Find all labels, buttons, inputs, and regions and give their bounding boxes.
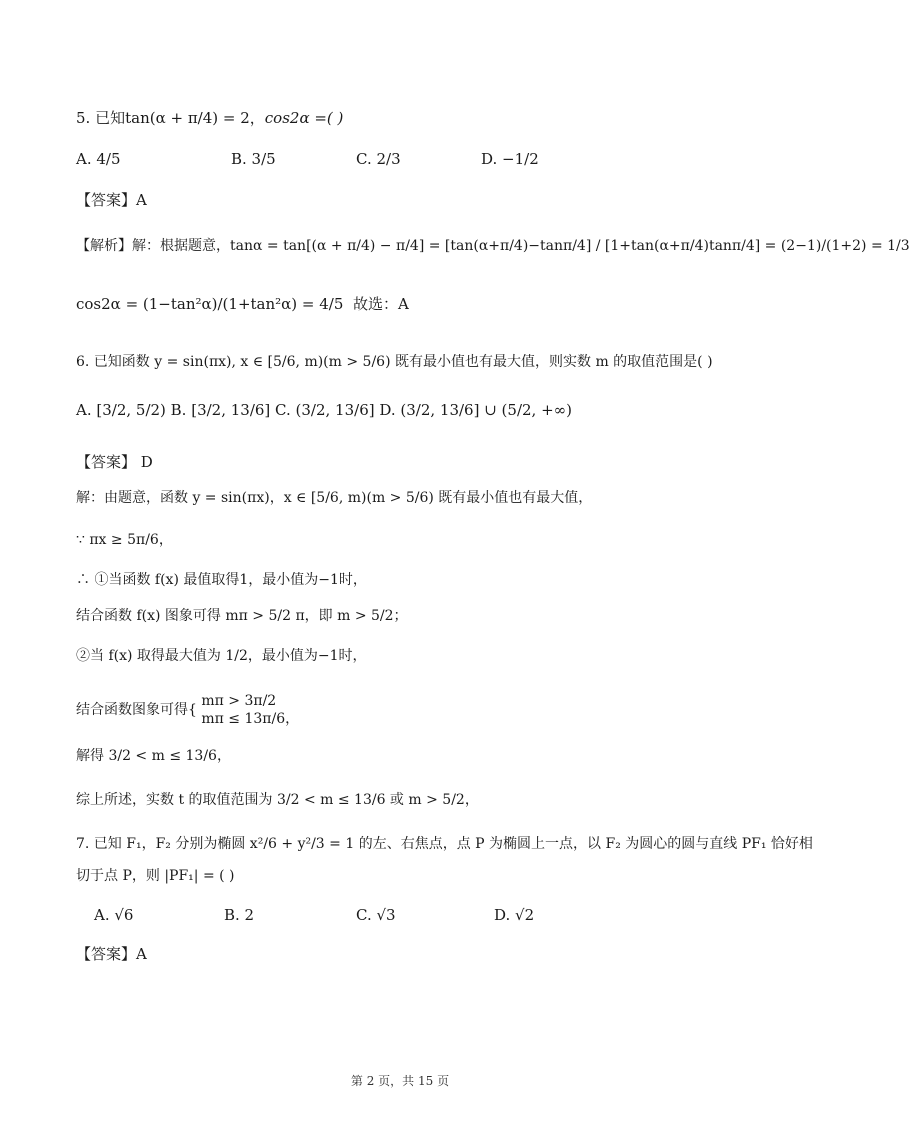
q5-cos-derivation: cos2α = (1−tan²α)/(1+tan²α) = 4/5 故选：A [76, 295, 409, 313]
q6-solution-3: ∴ ①当函数 f(x) 最值取得1，最小值为−1时， [76, 572, 367, 588]
q6-stem: 6. 已知函数 y = sin(πx), x ∈ [5/6, m)(m > 5/6) 既有最小值也有最大值，则实数 m 的取值范围是( ) [76, 354, 713, 370]
q7-option-b: B. 2 [224, 906, 255, 924]
q5-stem: 5. 已知tan(α + π/4) = 2，cos2α =( ) [76, 109, 344, 127]
q5-option-a: A. 4/5 [76, 150, 121, 168]
page-footer: 第 2 页，共 15 页 [350, 1074, 450, 1088]
q7-stem-line-1: 7. 已知 F₁，F₂ 分别为椭圆 x²/6 + y²/3 = 1 的左、右焦点，点 P 为椭圆上一点，以 F₂ 为圆心的圆与直线 PF₁ 恰好相 [76, 836, 813, 852]
q6-solution-6: 结合函数图象可得{ mπ > 3π/2 mπ ≤ 13π/6， [76, 693, 300, 727]
q7-option-a: A. √6 [94, 906, 134, 924]
q5-option-d: D. −1/2 [481, 150, 539, 168]
q6-solution-2: ∵ πx ≥ 5π/6， [76, 532, 173, 548]
q6-solution-1: 解：由题意，函数 y = sin(πx)，x ∈ [5/6, m)(m > 5/6) 既有最小值也有最大值， [76, 490, 593, 506]
q5-answer: 【答案】A [76, 191, 147, 209]
q7-option-c: C. √3 [356, 906, 396, 924]
q7-option-d: D. √2 [494, 906, 535, 924]
q6-answer: 【答案】 D [76, 453, 153, 471]
q5-analysis: 【解析】解：根据题意，tanα = tan[(α + π/4) − π/4] = [tan(α+π/4)−tanπ/4] / [1+tan(α+π/4)tanπ/4] = (2−1)/(1+2) = 1/3 [76, 238, 910, 254]
q6-solution-4: 结合函数 f(x) 图象可得 mπ > 5/2 π，即 m > 5/2； [76, 608, 408, 624]
q7-stem-line-2: 切于点 P，则 |PF₁| = ( ) [76, 868, 235, 884]
q6-solution-5: ②当 f(x) 取得最大值为 1/2，最小值为−1时， [76, 648, 367, 664]
q5-option-c: C. 2/3 [356, 150, 401, 168]
q5-option-b: B. 3/5 [231, 150, 276, 168]
q7-answer: 【答案】A [76, 945, 147, 963]
q6-solution-7: 解得 3/2 < m ≤ 13/6， [76, 748, 231, 764]
q6-system-row-2: mπ ≤ 13π/6， [201, 711, 300, 727]
q6-solution-8: 综上所述，实数 t 的取值范围为 3/2 < m ≤ 13/6 或 m > 5/2， [76, 792, 479, 808]
q6-options: A. [3/2, 5/2) B. [3/2, 13/6] C. (3/2, 13/6] D. (3/2, 13/6] ∪ (5/2, +∞) [76, 401, 573, 419]
q6-system-row-1: mπ > 3π/2 [201, 693, 277, 709]
